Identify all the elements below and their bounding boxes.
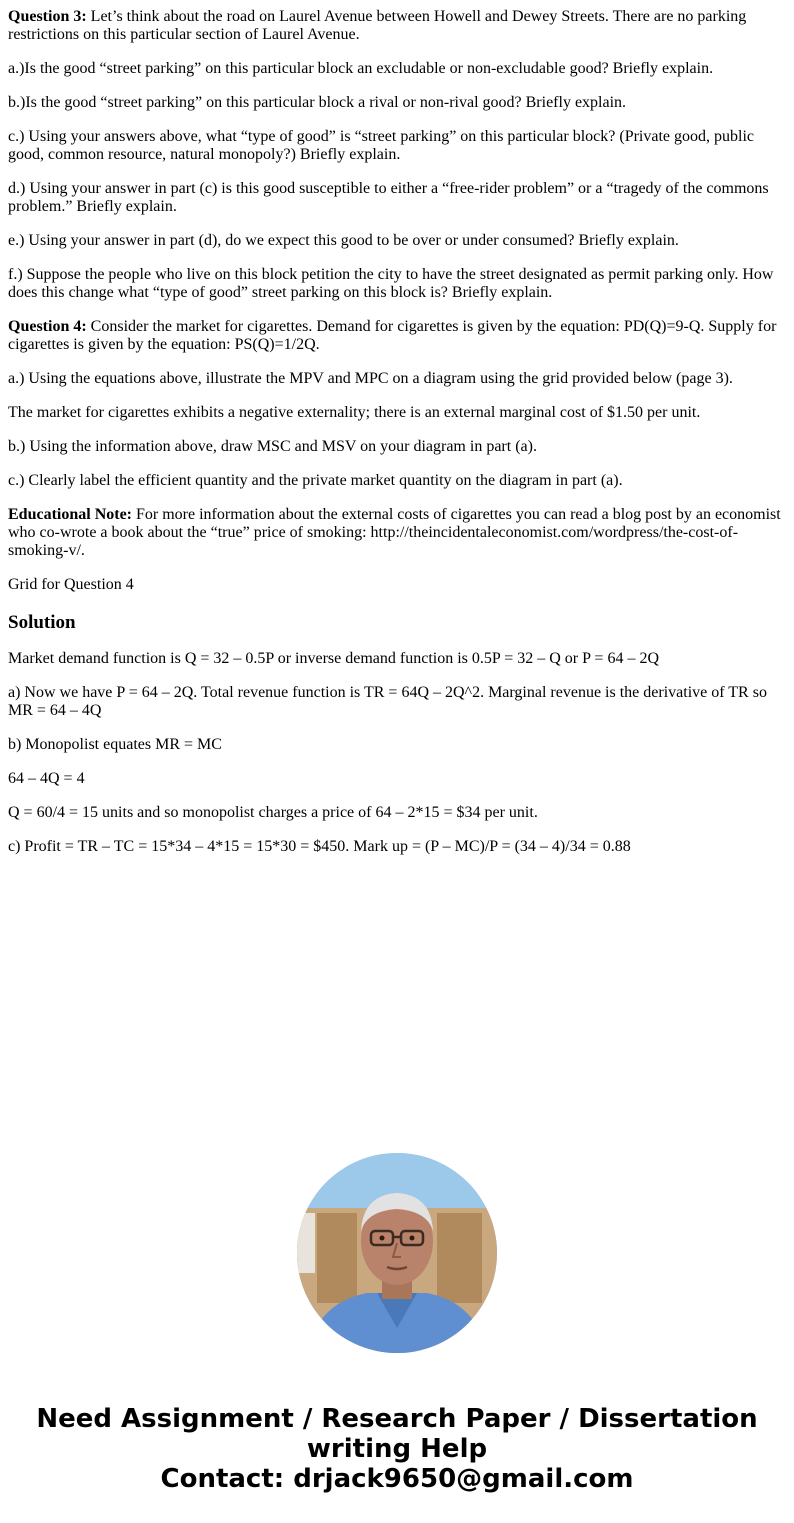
educational-note-heading: Educational Note: [8,506,132,523]
question-3-part-b: b.)Is the good “street parking” on this particular block a rival or non-rival good? Briefly explain. [8,94,627,111]
question-3-part-e: e.) Using your answer in part (d), do we expect this good to be over or under consumed? Briefly explain. [8,232,679,249]
solution-line-4: 64 – 4Q = 4 [8,770,85,787]
educational-note [8,506,786,560]
question-3-heading: Question 3: [8,8,87,25]
solution-line-1: Market demand function is Q = 32 – 0.5P or inverse demand function is 0.5P = 32 – Q or P = 64 – 2Q [8,650,659,667]
question-3-intro [8,8,786,44]
promo-banner [0,1404,794,1494]
author-avatar [297,1153,497,1353]
educational-note-text: For more information about the external costs of cigarettes you can read a blog post by an economist who co-wrote a book about the “true” price of smoking: http://theincidentaleconomist.com/wordpress/the-cost-of-smoking-v/. [8,506,781,559]
question-4-part-b: b.) Using the information above, draw MSC and MSV on your diagram in part (a). [8,438,537,455]
question-3-part-a: a.)Is the good “street parking” on this particular block an excludable or non-excludable good? Briefly explain. [8,60,714,77]
promo-line-2: writing Help [306,1434,488,1464]
question-3-part-c: c.) Using your answers above, what “type of good” is “street parking” on this particular block? (Private good, public good, common resource, natural monopoly?) Briefly explain. [8,128,755,163]
question-4-text: Consider the market for cigarettes. Demand for cigarettes is given by the equation: PD(Q)=9-Q. Supply for cigarettes is given by the equation: PS(Q)=1/2Q. [8,318,777,353]
solution-line-2: a) Now we have P = 64 – 2Q. Total revenue function is TR = 64Q – 2Q^2. Marginal revenue is the derivative of TR so MR = 64 – 4Q [8,684,767,719]
document-body [8,8,786,872]
promo-contact: Contact: drjack9650@gmail.com [160,1464,634,1494]
question-3-text: Let’s think about the road on Laurel Avenue between Howell and Dewey Streets. There are no parking restrictions on this particular section of Laurel Avenue. [8,8,747,43]
question-4-intro [8,318,786,354]
promo-line-1: Need Assignment / Research Paper / Dissertation [36,1404,758,1434]
question-4-part-c: c.) Clearly label the efficient quantity and the private market quantity on the diagram in part (a). [8,472,623,489]
question-4-heading: Question 4: [8,318,87,335]
question-4-externality: The market for cigarettes exhibits a negative externality; there is an external marginal cost of $1.50 per unit. [8,404,701,421]
grid-caption: Grid for Question 4 [8,576,134,593]
solution-line-6: c) Profit = TR – TC = 15*34 – 4*15 = 15*30 = $450. Mark up = (P – MC)/P = (34 – 4)/34 = 0.88 [8,838,631,855]
question-4-part-a: a.) Using the equations above, illustrate the MPV and MPC on a diagram using the grid provided below (page 3). [8,370,733,387]
solution-title: Solution [8,612,76,633]
question-3-part-d: d.) Using your answer in part (c) is this good susceptible to either a “free-rider problem” or a “tragedy of the commons problem.” Briefly explain. [8,180,769,215]
solution-line-3: b) Monopolist equates MR = MC [8,736,222,753]
question-3-part-f: f.) Suppose the people who live on this block petition the city to have the street designated as permit parking only. How does this change what “type of good” street parking on this block is? Briefly explain. [8,266,774,301]
solution-line-5: Q = 60/4 = 15 units and so monopolist charges a price of 64 – 2*15 = $34 per unit. [8,804,538,821]
